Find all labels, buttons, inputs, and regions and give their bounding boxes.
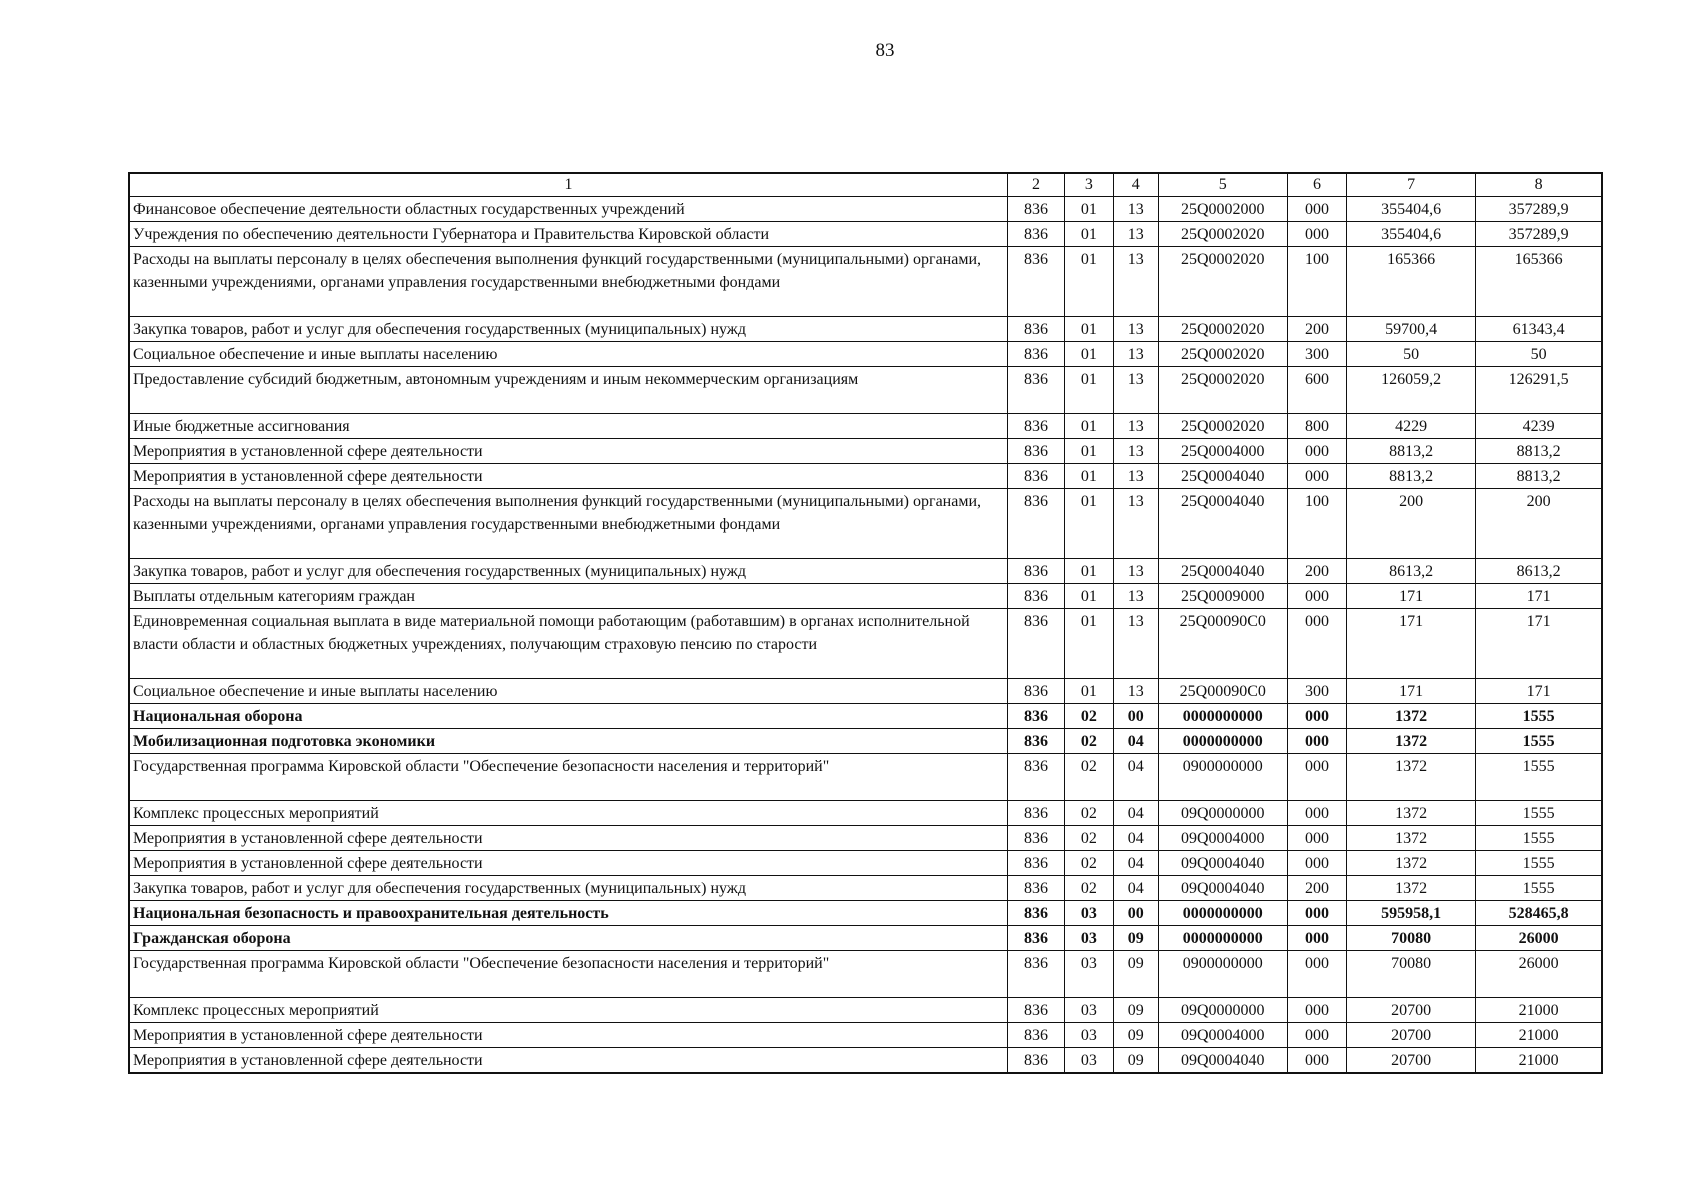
cell-code-expense-type: 000: [1287, 998, 1346, 1023]
cell-code-subsection: 13: [1113, 559, 1158, 584]
cell-item-name: Закупка товаров, работ и услуг для обеспечения государственных (муниципальных) нужд: [129, 317, 1008, 342]
cell-code-target-article: 09Q0004000: [1158, 1023, 1287, 1048]
cell-amount-year-2: 8613,2: [1476, 559, 1602, 584]
table-row: [129, 247, 1602, 317]
cell-amount-year-1: 1372: [1346, 851, 1475, 876]
cell-code-chapter: 836: [1008, 998, 1065, 1023]
cell-code-section: 02: [1065, 801, 1114, 826]
table-row: [129, 489, 1602, 559]
cell-item-name: Расходы на выплаты персоналу в целях обеспечения выполнения функций государственными (муниципальными) органами, казенными учреждениями, органами управления государственными внебюджетными фондами: [129, 489, 1008, 559]
cell-amount-year-2: 1555: [1476, 801, 1602, 826]
header-col-5: 5: [1158, 173, 1287, 197]
cell-code-expense-type: 000: [1287, 901, 1346, 926]
cell-code-expense-type: 000: [1287, 826, 1346, 851]
cell-code-section: 01: [1065, 439, 1114, 464]
cell-code-subsection: 13: [1113, 317, 1158, 342]
cell-item-name: Предоставление субсидий бюджетным, автономным учреждениям и иным некоммерческим организациям: [129, 367, 1008, 414]
cell-code-expense-type: 600: [1287, 367, 1346, 414]
cell-code-target-article: 0900000000: [1158, 951, 1287, 998]
table-row: [129, 584, 1602, 609]
cell-amount-year-2: 171: [1476, 584, 1602, 609]
cell-code-expense-type: 300: [1287, 679, 1346, 704]
table-row: [129, 609, 1602, 679]
cell-code-chapter: 836: [1008, 439, 1065, 464]
cell-amount-year-1: 20700: [1346, 1023, 1475, 1048]
table-row: [129, 367, 1602, 414]
cell-code-subsection: 13: [1113, 342, 1158, 367]
cell-code-section: 01: [1065, 317, 1114, 342]
cell-code-expense-type: 800: [1287, 414, 1346, 439]
cell-amount-year-1: 355404,6: [1346, 197, 1475, 222]
cell-amount-year-2: 4239: [1476, 414, 1602, 439]
cell-amount-year-1: 200: [1346, 489, 1475, 559]
cell-code-subsection: 04: [1113, 851, 1158, 876]
table-body: [129, 197, 1602, 1074]
cell-code-target-article: 0000000000: [1158, 729, 1287, 754]
cell-code-section: 02: [1065, 876, 1114, 901]
cell-amount-year-1: 4229: [1346, 414, 1475, 439]
cell-item-name: Национальная оборона: [129, 704, 1008, 729]
cell-amount-year-1: 1372: [1346, 801, 1475, 826]
cell-item-name: Государственная программа Кировской области "Обеспечение безопасности населения и территорий": [129, 754, 1008, 801]
cell-amount-year-2: 1555: [1476, 826, 1602, 851]
cell-code-target-article: 25Q0004000: [1158, 439, 1287, 464]
cell-code-chapter: 836: [1008, 851, 1065, 876]
cell-code-chapter: 836: [1008, 489, 1065, 559]
cell-code-expense-type: 000: [1287, 1023, 1346, 1048]
cell-code-expense-type: 200: [1287, 559, 1346, 584]
cell-code-expense-type: 000: [1287, 704, 1346, 729]
table-row: [129, 876, 1602, 901]
cell-code-chapter: 836: [1008, 801, 1065, 826]
cell-code-chapter: 836: [1008, 342, 1065, 367]
cell-code-chapter: 836: [1008, 414, 1065, 439]
cell-code-section: 03: [1065, 926, 1114, 951]
cell-code-target-article: 09Q0004040: [1158, 851, 1287, 876]
cell-code-subsection: 13: [1113, 679, 1158, 704]
cell-code-target-article: 25Q0002020: [1158, 317, 1287, 342]
cell-amount-year-1: 1372: [1346, 729, 1475, 754]
cell-code-subsection: 13: [1113, 222, 1158, 247]
cell-code-subsection: 13: [1113, 247, 1158, 317]
cell-code-subsection: 13: [1113, 439, 1158, 464]
table-row: [129, 342, 1602, 367]
cell-code-chapter: 836: [1008, 559, 1065, 584]
cell-amount-year-2: 357289,9: [1476, 197, 1602, 222]
cell-code-section: 01: [1065, 342, 1114, 367]
cell-code-chapter: 836: [1008, 926, 1065, 951]
table-row: [129, 1023, 1602, 1048]
cell-amount-year-1: 126059,2: [1346, 367, 1475, 414]
cell-item-name: Финансовое обеспечение деятельности областных государственных учреждений: [129, 197, 1008, 222]
budget-table: [128, 172, 1603, 1074]
cell-code-section: 03: [1065, 1023, 1114, 1048]
table-row: [129, 951, 1602, 998]
cell-code-chapter: 836: [1008, 704, 1065, 729]
cell-amount-year-1: 20700: [1346, 1048, 1475, 1074]
cell-code-chapter: 836: [1008, 584, 1065, 609]
cell-code-subsection: 00: [1113, 901, 1158, 926]
cell-code-expense-type: 000: [1287, 801, 1346, 826]
cell-amount-year-2: 26000: [1476, 951, 1602, 998]
cell-code-section: 02: [1065, 826, 1114, 851]
cell-code-subsection: 13: [1113, 464, 1158, 489]
cell-amount-year-2: 21000: [1476, 1048, 1602, 1074]
cell-item-name: Единовременная социальная выплата в виде материальной помощи работающим (работавшим) в органах исполнительной власти области и областных бюджетных учреждениях, получающим страховую пенсию по старости: [129, 609, 1008, 679]
cell-amount-year-2: 528465,8: [1476, 901, 1602, 926]
table-row: [129, 1048, 1602, 1074]
cell-code-subsection: 13: [1113, 609, 1158, 679]
cell-code-subsection: 04: [1113, 729, 1158, 754]
cell-item-name: Мобилизационная подготовка экономики: [129, 729, 1008, 754]
cell-code-expense-type: 200: [1287, 876, 1346, 901]
cell-code-target-article: 25Q0004040: [1158, 464, 1287, 489]
page-number: 83: [875, 40, 895, 61]
cell-code-section: 01: [1065, 414, 1114, 439]
cell-amount-year-1: 8613,2: [1346, 559, 1475, 584]
cell-item-name: Учреждения по обеспечению деятельности Губернатора и Правительства Кировской области: [129, 222, 1008, 247]
table-row: [129, 679, 1602, 704]
cell-code-subsection: 09: [1113, 1048, 1158, 1074]
cell-code-section: 02: [1065, 851, 1114, 876]
cell-item-name: Социальное обеспечение и иные выплаты населению: [129, 342, 1008, 367]
cell-code-subsection: 13: [1113, 489, 1158, 559]
table-row: [129, 464, 1602, 489]
cell-code-subsection: 09: [1113, 926, 1158, 951]
cell-code-section: 01: [1065, 584, 1114, 609]
cell-code-target-article: 0000000000: [1158, 926, 1287, 951]
table-row: [129, 998, 1602, 1023]
cell-code-section: 02: [1065, 704, 1114, 729]
cell-code-chapter: 836: [1008, 1048, 1065, 1074]
cell-code-subsection: 04: [1113, 876, 1158, 901]
cell-amount-year-2: 21000: [1476, 1023, 1602, 1048]
cell-code-chapter: 836: [1008, 317, 1065, 342]
cell-amount-year-1: 1372: [1346, 754, 1475, 801]
table-row: [129, 317, 1602, 342]
cell-item-name: Иные бюджетные ассигнования: [129, 414, 1008, 439]
cell-code-subsection: 13: [1113, 367, 1158, 414]
cell-code-subsection: 04: [1113, 826, 1158, 851]
table-row: [129, 901, 1602, 926]
cell-code-chapter: 836: [1008, 1023, 1065, 1048]
cell-item-name: Гражданская оборона: [129, 926, 1008, 951]
cell-code-target-article: 25Q00090C0: [1158, 609, 1287, 679]
cell-code-target-article: 09Q0000000: [1158, 801, 1287, 826]
cell-amount-year-1: 8813,2: [1346, 464, 1475, 489]
cell-code-section: 01: [1065, 464, 1114, 489]
cell-code-chapter: 836: [1008, 826, 1065, 851]
cell-code-section: 01: [1065, 247, 1114, 317]
cell-amount-year-1: 171: [1346, 609, 1475, 679]
cell-amount-year-1: 1372: [1346, 876, 1475, 901]
cell-code-expense-type: 100: [1287, 247, 1346, 317]
table-row: [129, 826, 1602, 851]
header-col-2: 2: [1008, 173, 1065, 197]
cell-amount-year-2: 21000: [1476, 998, 1602, 1023]
cell-code-section: 02: [1065, 729, 1114, 754]
cell-code-target-article: 25Q0002000: [1158, 197, 1287, 222]
cell-amount-year-2: 1555: [1476, 851, 1602, 876]
cell-item-name: Государственная программа Кировской области "Обеспечение безопасности населения и территорий": [129, 951, 1008, 998]
cell-amount-year-1: 70080: [1346, 951, 1475, 998]
header-col-8: 8: [1476, 173, 1602, 197]
cell-code-chapter: 836: [1008, 679, 1065, 704]
cell-code-section: 03: [1065, 1048, 1114, 1074]
cell-code-chapter: 836: [1008, 464, 1065, 489]
cell-item-name: Закупка товаров, работ и услуг для обеспечения государственных (муниципальных) нужд: [129, 559, 1008, 584]
cell-item-name: Мероприятия в установленной сфере деятельности: [129, 1023, 1008, 1048]
cell-code-target-article: 25Q0002020: [1158, 222, 1287, 247]
cell-amount-year-1: 171: [1346, 584, 1475, 609]
cell-code-subsection: 04: [1113, 754, 1158, 801]
cell-code-target-article: 25Q0002020: [1158, 342, 1287, 367]
cell-amount-year-1: 355404,6: [1346, 222, 1475, 247]
cell-amount-year-2: 171: [1476, 679, 1602, 704]
cell-amount-year-2: 1555: [1476, 729, 1602, 754]
cell-amount-year-1: 8813,2: [1346, 439, 1475, 464]
table-row: [129, 222, 1602, 247]
cell-code-target-article: 25Q0002020: [1158, 247, 1287, 317]
cell-code-subsection: 13: [1113, 414, 1158, 439]
cell-amount-year-2: 1555: [1476, 754, 1602, 801]
table-row: [129, 197, 1602, 222]
cell-code-target-article: 25Q0004040: [1158, 559, 1287, 584]
cell-code-subsection: 00: [1113, 704, 1158, 729]
cell-item-name: Социальное обеспечение и иные выплаты населению: [129, 679, 1008, 704]
cell-code-expense-type: 000: [1287, 584, 1346, 609]
table-row: [129, 754, 1602, 801]
cell-code-expense-type: 000: [1287, 926, 1346, 951]
cell-item-name: Комплекс процессных мероприятий: [129, 998, 1008, 1023]
cell-code-target-article: 25Q0002020: [1158, 367, 1287, 414]
header-row: [129, 173, 1602, 197]
cell-code-subsection: 09: [1113, 1023, 1158, 1048]
cell-amount-year-2: 126291,5: [1476, 367, 1602, 414]
cell-code-section: 03: [1065, 901, 1114, 926]
cell-amount-year-1: 1372: [1346, 704, 1475, 729]
cell-amount-year-1: 59700,4: [1346, 317, 1475, 342]
table-header: [129, 173, 1602, 197]
cell-code-chapter: 836: [1008, 367, 1065, 414]
cell-code-expense-type: 200: [1287, 317, 1346, 342]
cell-amount-year-1: 595958,1: [1346, 901, 1475, 926]
cell-code-section: 01: [1065, 367, 1114, 414]
cell-code-section: 01: [1065, 197, 1114, 222]
table-row: [129, 559, 1602, 584]
cell-code-section: 01: [1065, 559, 1114, 584]
cell-code-target-article: 25Q0009000: [1158, 584, 1287, 609]
table-row: [129, 729, 1602, 754]
cell-code-expense-type: 000: [1287, 197, 1346, 222]
cell-code-subsection: 09: [1113, 951, 1158, 998]
cell-code-subsection: 13: [1113, 584, 1158, 609]
cell-amount-year-2: 357289,9: [1476, 222, 1602, 247]
cell-code-target-article: 09Q0004040: [1158, 1048, 1287, 1074]
cell-item-name: Закупка товаров, работ и услуг для обеспечения государственных (муниципальных) нужд: [129, 876, 1008, 901]
table-row: [129, 926, 1602, 951]
cell-code-chapter: 836: [1008, 951, 1065, 998]
cell-code-subsection: 04: [1113, 801, 1158, 826]
cell-amount-year-2: 165366: [1476, 247, 1602, 317]
cell-code-section: 01: [1065, 489, 1114, 559]
cell-code-target-article: 09Q0004040: [1158, 876, 1287, 901]
table-row: [129, 851, 1602, 876]
cell-item-name: Мероприятия в установленной сфере деятельности: [129, 439, 1008, 464]
table-row: [129, 414, 1602, 439]
cell-code-subsection: 09: [1113, 998, 1158, 1023]
cell-code-expense-type: 000: [1287, 609, 1346, 679]
cell-amount-year-2: 61343,4: [1476, 317, 1602, 342]
header-col-1: 1: [129, 173, 1008, 197]
cell-code-chapter: 836: [1008, 609, 1065, 679]
cell-amount-year-1: 70080: [1346, 926, 1475, 951]
table-row: [129, 704, 1602, 729]
cell-amount-year-2: 171: [1476, 609, 1602, 679]
cell-code-target-article: 0000000000: [1158, 901, 1287, 926]
cell-code-subsection: 13: [1113, 197, 1158, 222]
cell-code-target-article: 25Q00090C0: [1158, 679, 1287, 704]
cell-code-section: 01: [1065, 679, 1114, 704]
cell-amount-year-2: 8813,2: [1476, 439, 1602, 464]
cell-amount-year-2: 1555: [1476, 704, 1602, 729]
cell-item-name: Мероприятия в установленной сфере деятельности: [129, 826, 1008, 851]
cell-code-expense-type: 000: [1287, 464, 1346, 489]
cell-code-section: 02: [1065, 754, 1114, 801]
cell-code-expense-type: 000: [1287, 754, 1346, 801]
cell-code-expense-type: 000: [1287, 729, 1346, 754]
cell-item-name: Мероприятия в установленной сфере деятельности: [129, 464, 1008, 489]
header-col-7: 7: [1346, 173, 1475, 197]
cell-item-name: Мероприятия в установленной сфере деятельности: [129, 851, 1008, 876]
cell-code-chapter: 836: [1008, 247, 1065, 317]
cell-code-expense-type: 000: [1287, 439, 1346, 464]
cell-item-name: Комплекс процессных мероприятий: [129, 801, 1008, 826]
cell-amount-year-1: 1372: [1346, 826, 1475, 851]
cell-code-section: 01: [1065, 222, 1114, 247]
cell-code-target-article: 09Q0004000: [1158, 826, 1287, 851]
cell-item-name: Мероприятия в установленной сфере деятельности: [129, 1048, 1008, 1074]
cell-code-chapter: 836: [1008, 754, 1065, 801]
cell-code-target-article: 09Q0000000: [1158, 998, 1287, 1023]
cell-code-target-article: 0000000000: [1158, 704, 1287, 729]
cell-amount-year-2: 8813,2: [1476, 464, 1602, 489]
cell-code-expense-type: 100: [1287, 489, 1346, 559]
cell-amount-year-1: 165366: [1346, 247, 1475, 317]
cell-code-target-article: 25Q0002020: [1158, 414, 1287, 439]
cell-amount-year-1: 171: [1346, 679, 1475, 704]
table-row: [129, 439, 1602, 464]
cell-item-name: Выплаты отдельным категориям граждан: [129, 584, 1008, 609]
cell-code-expense-type: 000: [1287, 1048, 1346, 1074]
cell-code-chapter: 836: [1008, 901, 1065, 926]
cell-code-expense-type: 000: [1287, 951, 1346, 998]
cell-amount-year-2: 50: [1476, 342, 1602, 367]
header-col-4: 4: [1113, 173, 1158, 197]
cell-amount-year-1: 50: [1346, 342, 1475, 367]
cell-code-chapter: 836: [1008, 197, 1065, 222]
cell-code-section: 01: [1065, 609, 1114, 679]
cell-code-chapter: 836: [1008, 729, 1065, 754]
table-row: [129, 801, 1602, 826]
cell-item-name: Расходы на выплаты персоналу в целях обеспечения выполнения функций государственными (муниципальными) органами, казенными учреждениями, органами управления государственными внебюджетными фондами: [129, 247, 1008, 317]
cell-code-chapter: 836: [1008, 876, 1065, 901]
cell-code-section: 03: [1065, 951, 1114, 998]
cell-code-expense-type: 300: [1287, 342, 1346, 367]
header-col-3: 3: [1065, 173, 1114, 197]
cell-code-section: 03: [1065, 998, 1114, 1023]
cell-code-chapter: 836: [1008, 222, 1065, 247]
cell-amount-year-2: 200: [1476, 489, 1602, 559]
cell-amount-year-1: 20700: [1346, 998, 1475, 1023]
cell-code-target-article: 25Q0004040: [1158, 489, 1287, 559]
cell-amount-year-2: 26000: [1476, 926, 1602, 951]
cell-item-name: Национальная безопасность и правоохранительная деятельность: [129, 901, 1008, 926]
cell-code-expense-type: 000: [1287, 851, 1346, 876]
cell-code-target-article: 0900000000: [1158, 754, 1287, 801]
header-col-6: 6: [1287, 173, 1346, 197]
cell-amount-year-2: 1555: [1476, 876, 1602, 901]
cell-code-expense-type: 000: [1287, 222, 1346, 247]
